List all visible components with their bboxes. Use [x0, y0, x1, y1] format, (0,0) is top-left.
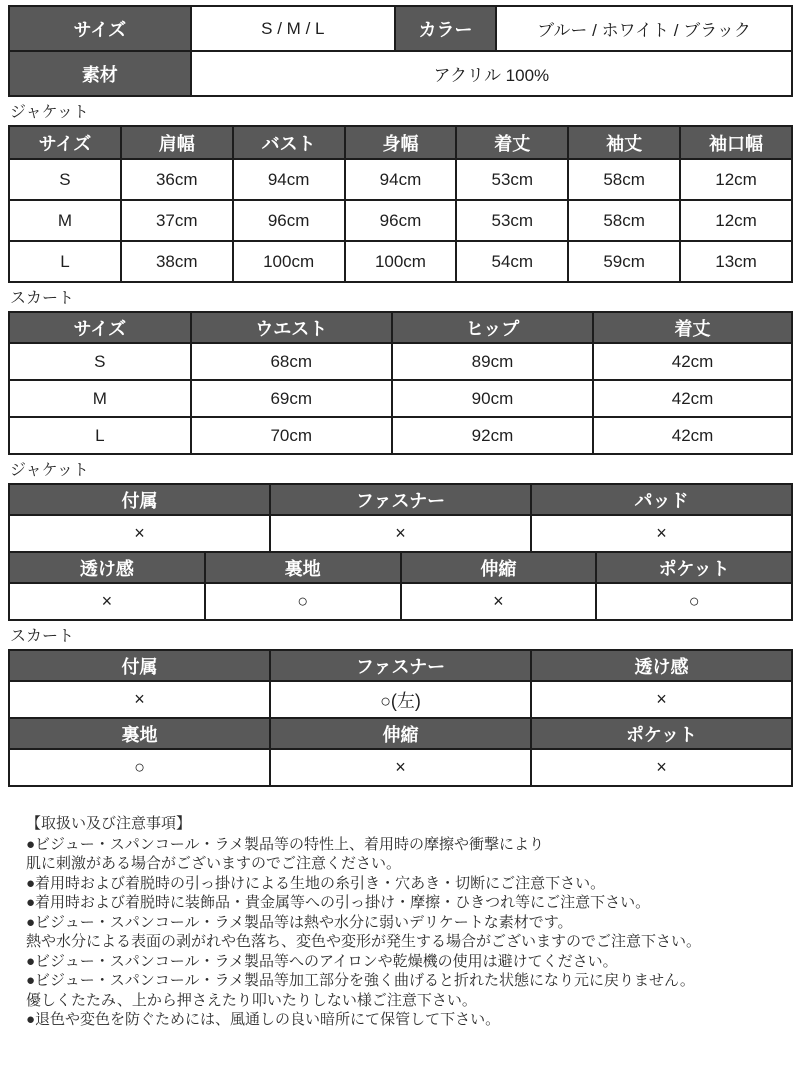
- skirt-spec-table: [8, 649, 793, 787]
- summary-material-label: 素材: [9, 51, 191, 96]
- skirt-size-row-l: [9, 417, 792, 454]
- skirt-size-table: [8, 311, 793, 455]
- jacket-spec-header: 付属: [9, 484, 270, 515]
- summary-color-label: カラー: [395, 6, 496, 51]
- spec-value: ×: [531, 749, 792, 786]
- summary-size-value: S / M / L: [191, 6, 395, 51]
- jacket-size-row-m: [9, 200, 792, 241]
- table-cell: 92cm: [392, 417, 593, 454]
- skirt-spec-header-row-2: [9, 718, 792, 749]
- jacket-size-header: 着丈: [456, 126, 568, 159]
- spec-value: ×: [9, 681, 270, 718]
- note-line: ●退色や変色を防ぐためには、風通しの良い暗所にて保管して下さい。: [26, 1011, 501, 1028]
- table-cell: 37cm: [121, 200, 233, 241]
- table-cell: S: [9, 159, 121, 200]
- spec-value: ○(左): [270, 681, 531, 718]
- jacket-spec-header: ポケット: [596, 552, 792, 583]
- jacket-spec-header: パッド: [531, 484, 792, 515]
- jacket-spec-header: 裏地: [205, 552, 401, 583]
- spec-value: ○: [205, 583, 401, 620]
- skirt-size-row-m: [9, 380, 792, 417]
- table-cell: 96cm: [233, 200, 345, 241]
- table-cell: 58cm: [568, 200, 680, 241]
- skirt-size-header: ヒップ: [392, 312, 593, 343]
- table-cell: 12cm: [680, 200, 792, 241]
- table-cell: M: [9, 380, 191, 417]
- table-cell: 42cm: [593, 380, 792, 417]
- table-cell: 54cm: [456, 241, 568, 282]
- jacket-spec-header-row-1: [9, 484, 792, 515]
- table-cell: 42cm: [593, 343, 792, 380]
- table-cell: 12cm: [680, 159, 792, 200]
- summary-size-label: サイズ: [9, 6, 191, 51]
- table-cell: 96cm: [345, 200, 457, 241]
- table-cell: 13cm: [680, 241, 792, 282]
- jacket-size-header: 袖口幅: [680, 126, 792, 159]
- jacket-size-header: バスト: [233, 126, 345, 159]
- table-cell: 59cm: [568, 241, 680, 282]
- summary-row-material: [9, 51, 792, 96]
- jacket-spec-table: [8, 483, 793, 621]
- note-line: ●ビジュー・スパンコール・ラメ製品等の特性上、着用時の摩擦や衝撃により: [26, 835, 545, 853]
- skirt-size-header: サイズ: [9, 312, 191, 343]
- note-line: ●ビジュー・スパンコール・ラメ製品等は熱や水分に弱いデリケートな素材です。: [26, 913, 573, 931]
- jacket-spec-value-row-1: [9, 515, 792, 552]
- spec-value: ×: [270, 749, 531, 786]
- summary-row-size-color: [9, 6, 792, 51]
- skirt-size-header-row: [9, 312, 792, 343]
- spec-value: ×: [9, 515, 270, 552]
- skirt-spec-header: 透け感: [531, 650, 792, 681]
- skirt-spec-header: ポケット: [531, 718, 792, 749]
- spec-value: ×: [9, 583, 205, 620]
- table-cell: 90cm: [392, 380, 593, 417]
- spec-value: ×: [531, 681, 792, 718]
- skirt-spec-header: ファスナー: [270, 650, 531, 681]
- skirt-spec-header: 付属: [9, 650, 270, 681]
- jacket-size-header-row: [9, 126, 792, 159]
- table-cell: 89cm: [392, 343, 593, 380]
- table-cell: 38cm: [121, 241, 233, 282]
- table-cell: 53cm: [456, 159, 568, 200]
- table-cell: 100cm: [233, 241, 345, 282]
- jacket-size-section-label: ジャケット: [10, 104, 89, 121]
- table-cell: 94cm: [345, 159, 457, 200]
- note-line: 肌に刺激がある場合がございますのでご注意ください。: [26, 855, 402, 872]
- summary-table: [8, 5, 793, 97]
- spec-value: ○: [596, 583, 792, 620]
- note-line: ●着用時および着脱時に装飾品・貴金属等への引っ掛け・摩擦・ひきつれ等にご注意下さい。: [26, 894, 651, 911]
- table-cell: M: [9, 200, 121, 241]
- skirt-spec-header-row-1: [9, 650, 792, 681]
- jacket-size-header: サイズ: [9, 126, 121, 159]
- table-cell: 53cm: [456, 200, 568, 241]
- skirt-size-section-label: スカート: [10, 290, 75, 307]
- skirt-spec-section-label: スカート: [10, 628, 75, 645]
- jacket-spec-section-label: ジャケット: [10, 462, 89, 479]
- spec-value: ×: [401, 583, 597, 620]
- jacket-size-table: [8, 125, 793, 283]
- jacket-spec-header-row-2: [9, 552, 792, 583]
- table-cell: 100cm: [345, 241, 457, 282]
- jacket-spec-value-row-2: [9, 583, 792, 620]
- table-cell: 42cm: [593, 417, 792, 454]
- spec-value: ○: [9, 749, 270, 786]
- note-line: ●ビジュー・スパンコール・ラメ製品等へのアイロンや乾燥機の使用は避けてください。: [26, 952, 618, 970]
- jacket-size-header: 身幅: [345, 126, 457, 159]
- summary-material-value: アクリル 100%: [191, 51, 792, 96]
- note-line: 熱や水分による表面の剥がれや色落ち、変色や変形が発生する場合がございますのでご注意下さい。: [26, 933, 702, 950]
- care-notes-title: 【取扱い及び注意事項】: [26, 815, 192, 832]
- table-cell: 58cm: [568, 159, 680, 200]
- skirt-spec-value-row-2: [9, 749, 792, 786]
- table-cell: 69cm: [191, 380, 392, 417]
- note-line: 優しくたたみ、上から押さえたり叩いたりしない様ご注意下さい。: [26, 991, 477, 1009]
- table-cell: S: [9, 343, 191, 380]
- skirt-size-row-s: [9, 343, 792, 380]
- table-cell: 70cm: [191, 417, 392, 454]
- skirt-size-header: 着丈: [593, 312, 792, 343]
- spec-value: ×: [531, 515, 792, 552]
- skirt-spec-header: 伸縮: [270, 718, 531, 749]
- jacket-size-header: 肩幅: [121, 126, 233, 159]
- note-line: ●ビジュー・スパンコール・ラメ製品等加工部分を強く曲げると折れた状態になり元に戻りません。: [26, 972, 695, 989]
- jacket-size-header: 袖丈: [568, 126, 680, 159]
- summary-color-value: ブルー / ホワイト / ブラック: [496, 6, 792, 51]
- jacket-spec-header: ファスナー: [270, 484, 531, 515]
- table-cell: L: [9, 241, 121, 282]
- skirt-spec-header: 裏地: [9, 718, 270, 749]
- table-cell: L: [9, 417, 191, 454]
- table-cell: 36cm: [121, 159, 233, 200]
- note-line: ●着用時および着脱時の引っ掛けによる生地の糸引き・穴あき・切断にご注意下さい。: [26, 874, 606, 892]
- table-cell: 68cm: [191, 343, 392, 380]
- jacket-size-row-l: [9, 241, 792, 282]
- skirt-size-header: ウエスト: [191, 312, 392, 343]
- skirt-spec-value-row-1: [9, 681, 792, 718]
- jacket-spec-header: 透け感: [9, 552, 205, 583]
- table-cell: 94cm: [233, 159, 345, 200]
- jacket-size-row-s: [9, 159, 792, 200]
- jacket-spec-header: 伸縮: [401, 552, 597, 583]
- spec-value: ×: [270, 515, 531, 552]
- care-notes: [26, 814, 783, 1030]
